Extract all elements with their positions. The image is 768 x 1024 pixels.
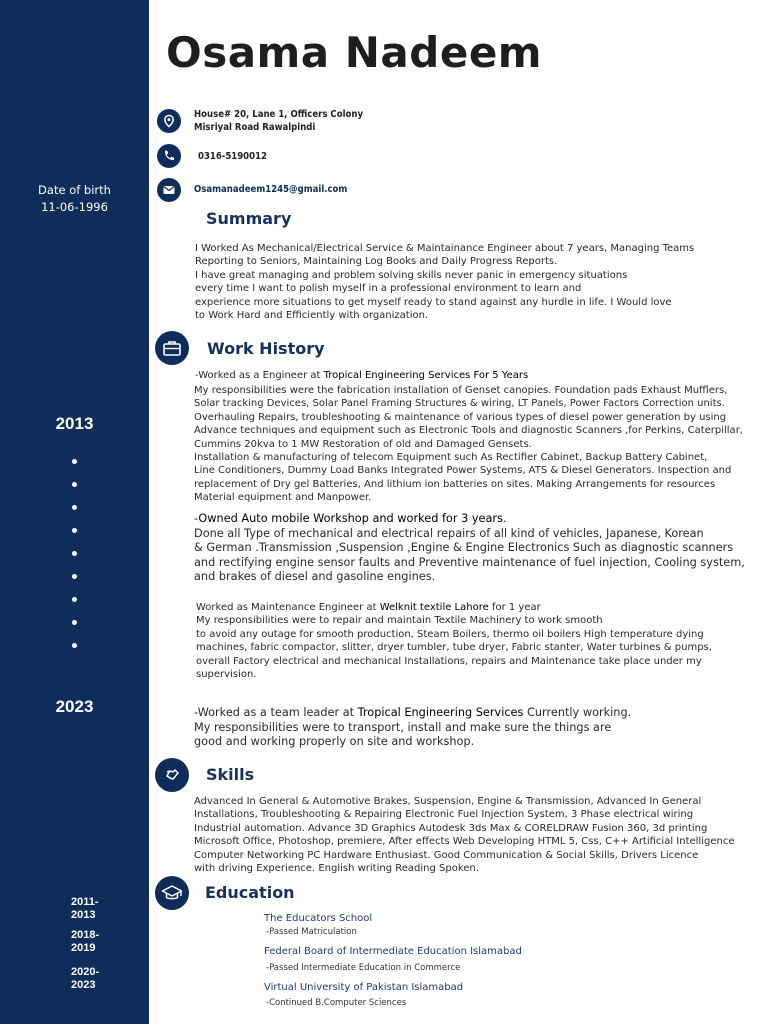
handshake-icon	[155, 758, 189, 792]
timeline-year-end: 2023	[55, 697, 94, 716]
job-title: -Owned Auto mobile Workshop and worked for 3 years.	[194, 512, 507, 525]
timeline-dot	[72, 505, 77, 510]
education-heading: Education	[205, 883, 295, 902]
timeline-dot	[72, 643, 77, 648]
job-title: -Worked as a team leader at Tropical Engineering Services Currently working.	[194, 706, 632, 719]
page-title: Osama Nadeem	[166, 28, 543, 77]
email-address[interactable]: Osamanadeem1245@gmail.com	[194, 184, 348, 195]
location-icon	[157, 109, 181, 133]
address: House# 20, Lane 1, Officers Colony Misriyal Road Rawalpindi	[194, 109, 364, 133]
school-detail: -Passed Intermediate Education in Commerce	[266, 963, 461, 973]
skills-heading: Skills	[206, 765, 255, 784]
briefcase-icon	[155, 331, 189, 365]
timeline-dot	[72, 597, 77, 602]
job-entry: -Owned Auto mobile Workshop and worked for 3 years. Done all Type of mechanical and electrical repairs of all kind of vehicles, Japanese, Korean & German .Transmission ,Suspension ,Engine & Engine Electronics Such as diagnostic scanners and rectifying engine sensor faults and Preventive maintenance of fuel injection, Cooling system, and brakes of diesel and gasoline engines.	[194, 512, 745, 584]
job-entry: -Worked as a team leader at Tropical Engineering Services Currently working. My responsibilities were to transport, install and make sure the things are good and working properly on site and workshop.	[194, 706, 632, 749]
timeline-dot	[72, 482, 77, 487]
education-year: 2018- 2019	[71, 929, 100, 954]
summary-heading: Summary	[206, 209, 292, 228]
job-description: My responsibilities were the fabrication installation of Genset canopies. Foundation pads Exhaust Mufflers, Solar tracking Devices, Solar Panel Framing Structures & wiring, LT Panels, Power Factors Correction units. Overhauling Repairs, troubleshooting & maintenance of various types of diesel power generation by using Advance techniques and equipment such as Electronic Tools and diagnostic Scanners ,for Perkins, Caterpillar, Cummins 20kva to 1 MW Restoration of old and Damaged Gensets. Installation & manufacturing of telecom Equipment such As Rectifier Cabinet, Backup Battery Cabinet, Line Conditioners, Dummy Load Banks Integrated Power Systems, ATS & Diesel Generators. Inspection and replacement of Dry gel Batteries, And lithium ion batteries on sites. Making Arrangements for resources Material equipment and Manpower.	[194, 385, 743, 504]
timeline-year-start: 2013	[55, 414, 94, 433]
school-detail: -Passed Matriculation	[266, 927, 357, 937]
timeline-dot	[72, 528, 77, 533]
education-year: 2011- 2013	[71, 896, 99, 921]
timeline-dot	[72, 620, 77, 625]
timeline-dot	[72, 551, 77, 556]
education-year: 2020- 2023	[71, 966, 100, 991]
date-of-birth	[0, 182, 149, 216]
dob-label: Date of birth	[38, 183, 111, 197]
timeline-dot	[72, 459, 77, 464]
skills-text: Advanced In General & Automotive Brakes, Suspension, Engine & Transmission, Advanced In General Installations, Troubleshooting & Repairing Electronic Fuel Injection System, 3 Phase electrical wiring Industrial automation. Advance 3D Graphics Autodesk 3ds Max & CORELDRAW Fusion 360, 3d printing Microsoft Office, Photoshop, premiere, After effects Web Developing HTML 5, Css, C++ Artificial Intelligence Computer Networking PC Hardware Enthusiast. Good Communication & Social Skills, Drivers Licence with driving Experience. English writing Reading Spoken.	[194, 796, 735, 875]
job-title: -Worked as a Engineer at Tropical Engineering Services For 5 Years	[195, 370, 529, 381]
dob-value: 11-06-1996	[41, 200, 108, 214]
phone-icon	[157, 144, 181, 168]
job-title: Worked as Maintenance Engineer at Welknit textile Lahore for 1 year	[196, 602, 541, 613]
email-icon	[157, 178, 181, 202]
school-detail: -Continued B.Computer Sciences	[266, 998, 407, 1008]
timeline-dot	[72, 574, 77, 579]
work-history-heading: Work History	[207, 339, 325, 358]
job-entry: Worked as Maintenance Engineer at Welknit textile Lahore for 1 year My responsibilities were to repair and maintain Textile Machinery to work smooth to avoid any outage for smooth production, Steam Boilers, thermo oil boilers High temperature dying machines, fabric compactor, slitter, dryer tumbler, tube dryer, Fabric stanter, Water turbines & pumps, overall Factory electrical and mechanical Installations, repairs and Maintenance take place under my supervision.	[196, 602, 712, 681]
school-name: Virtual University of Pakistan Islamabad	[264, 982, 464, 993]
sidebar	[0, 0, 149, 1024]
school-name: Federal Board of Intermediate Education Islamabad	[264, 946, 522, 957]
job-entry	[195, 369, 528, 382]
phone-number: 0316-5190012	[198, 151, 267, 162]
summary-text: I Worked As Mechanical/Electrical Service & Maintainance Engineer about 7 years, Managing Teams Reporting to Seniors, Maintaining Log Books and Daily Progress Reports. I have great managing and problem solving skills never panic in emergency situations every time I want to polish myself in a professional environment to learn and experience more situations to get myself ready to stand against any hurdle in life. I Would love to Work Hard and Efficiently with organization.	[195, 243, 695, 322]
graduation-cap-icon	[155, 876, 189, 910]
school-name: The Educators School	[264, 913, 373, 924]
